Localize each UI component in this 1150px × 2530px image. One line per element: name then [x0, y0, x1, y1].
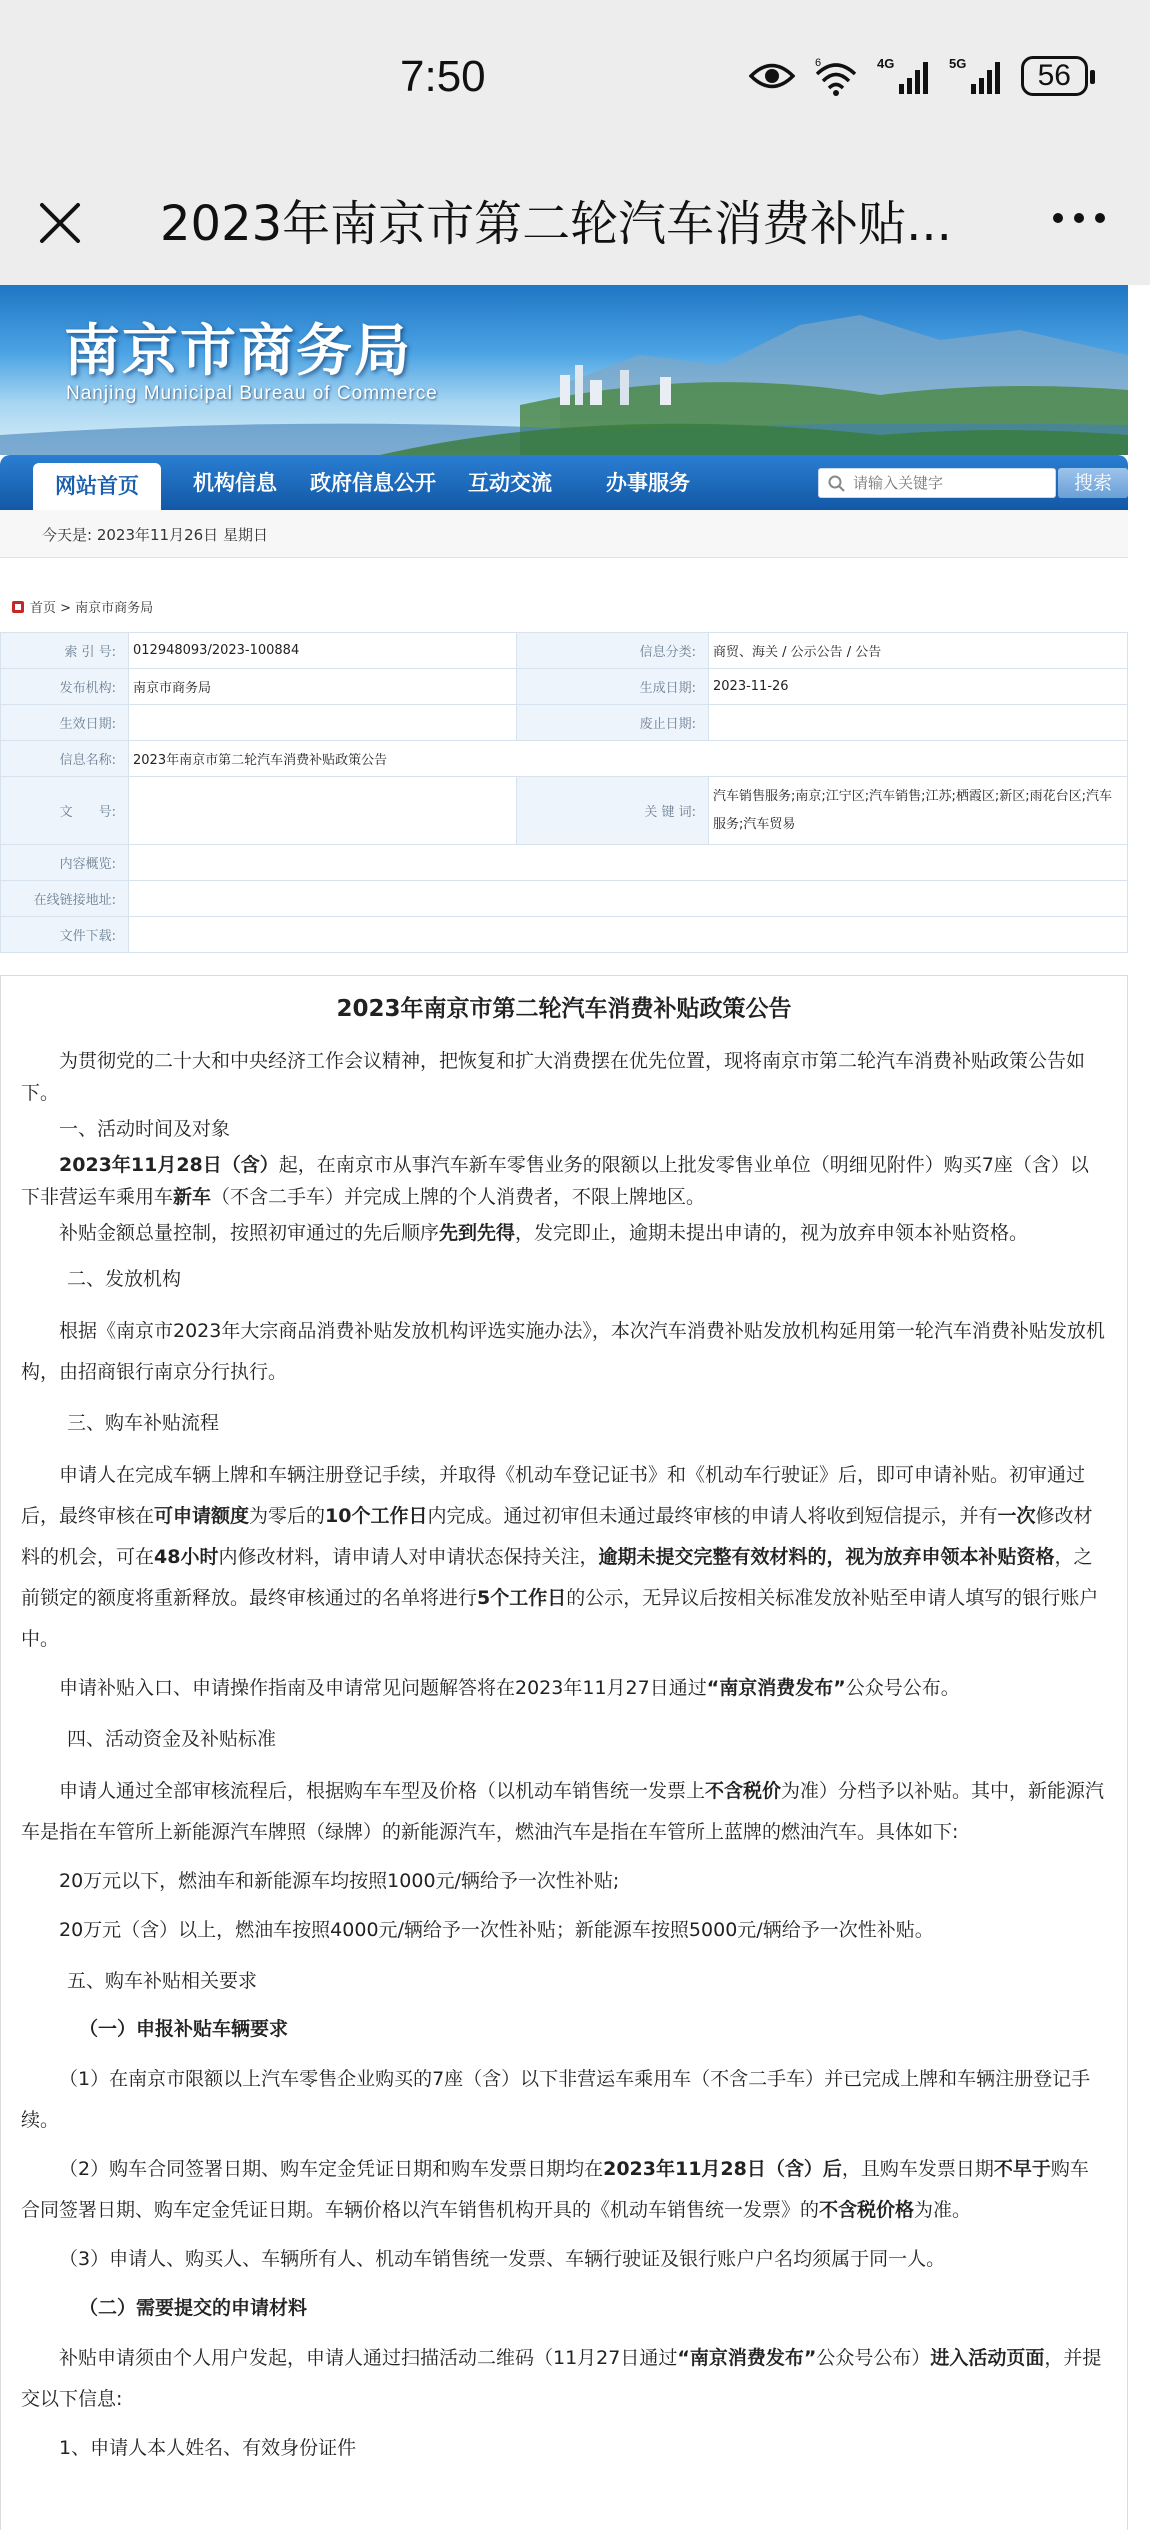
- text-span: 购车合同签署日期、购车定金凭证日期。车辆价格以汽车销售机构开具的《机动车销售统一发票》的: [21, 2158, 1089, 2221]
- article-body: [0, 975, 1128, 2530]
- nav-services[interactable]: 办事服务: [606, 471, 690, 495]
- search-icon: [827, 474, 847, 494]
- paragraph: 根据《南京市2023年大宗商品消费补贴发放机构评选实施办法》，本次汽车消费补贴发放机构延用第一轮汽车消费补贴发放机构，由招商银行南京分行执行。: [21, 1320, 1105, 1383]
- bold-text: 新车: [173, 1186, 212, 1208]
- text-span: 为准。: [914, 2199, 972, 2221]
- text-span: 公众号公布）: [816, 2347, 931, 2369]
- today-date: 今天是: 2023年11月26日 星期日: [42, 526, 268, 544]
- paragraph: 20万元以下，燃油车和新能源车均按照1000元/辆给予一次性补贴;: [59, 1870, 620, 1892]
- close-icon: [30, 193, 90, 253]
- search-box: [818, 468, 1056, 498]
- download-value: [129, 917, 1128, 953]
- text-span: 申请补贴入口、申请操作指南及申请常见问题解答将在2023年11月27日通过: [59, 1677, 707, 1699]
- paragraph: [21, 1668, 1107, 1709]
- bold-text: “南京消费发布”: [706, 1677, 846, 1699]
- section-heading: 一、活动时间及对象: [59, 1118, 231, 1140]
- section-heading: 四、活动资金及补贴标准: [67, 1728, 277, 1750]
- bold-text: 逾期未提交完整有效材料的，视为放弃申领本补贴资格: [598, 1546, 1055, 1568]
- paragraph: [21, 1771, 1107, 1853]
- link-label: 在线链接地址:: [1, 881, 129, 917]
- svg-text:4G: 4G: [876, 56, 894, 71]
- more-button[interactable]: [1053, 213, 1105, 223]
- index-value: 012948093/2023-100884: [129, 633, 517, 669]
- paragraph: [21, 2338, 1107, 2420]
- summary-value: [129, 845, 1128, 881]
- article-title: 2023年南京市第二轮汽车消费补贴政策公告: [336, 996, 792, 1022]
- category-value: 商贸、海关 / 公示公告 / 公告: [709, 633, 1128, 669]
- text-span: ，且购车发票日期: [841, 2158, 994, 2180]
- created-label: 生成日期:: [517, 669, 709, 705]
- text-span: 内修改材料，请申请人对申请状态保持关注，: [218, 1546, 599, 1568]
- main-nav: [0, 455, 1128, 510]
- created-value: 2023-11-26: [709, 669, 1128, 705]
- search-input[interactable]: [853, 471, 1048, 495]
- text-span: 内完成。通过初审但未通过最终审核的申请人将收到短信提示，并有: [427, 1505, 998, 1527]
- paragraph: 1、申请人本人姓名、有效身份证件: [59, 2437, 357, 2459]
- bold-text: 不含税价: [705, 1780, 782, 1802]
- bold-text: 2023年11月28日（含）: [59, 1154, 279, 1176]
- bold-text: 5个工作日: [477, 1587, 567, 1609]
- nav-interaction[interactable]: 互动交流: [468, 471, 552, 495]
- subsection-heading: （二）需要提交的申请材料: [79, 2297, 308, 2319]
- section-heading: 二、发放机构: [67, 1268, 182, 1290]
- text-span: 补贴金额总量控制，按照初审通过的先后顺序: [59, 1222, 440, 1244]
- name-label: 信息名称:: [1, 741, 129, 777]
- 4g-signal-icon: [877, 56, 931, 96]
- 5g-signal-icon: [949, 56, 1003, 96]
- effective-value: [129, 705, 517, 741]
- text-span: （不含二手车）并完成上牌的个人消费者，不限上牌地区。: [211, 1186, 706, 1208]
- text-span: 起，在南京市从事汽车新车零售业务的限额以上批发零售业单位（明细见附件）购买7座（含）以下非营运车乘用车: [21, 1154, 1089, 1208]
- intro-paragraph: 为贯彻党的二十大和中央经济工作会议精神，把恢复和扩大消费摆在优先位置，现将南京市第二轮汽车消费补贴政策公告如下。: [21, 1050, 1086, 1104]
- home-icon: [12, 601, 24, 613]
- paragraph: （1）在南京市限额以上汽车零售企业购买的7座（含）以下非营运车乘用车（不含二手车）并已完成上牌和车辆注册登记手续。: [21, 2068, 1091, 2131]
- text-span: ，之前锁定的额度将重新释放。最终审核通过的名单将进行: [21, 1546, 1093, 1609]
- category-label: 信息分类:: [517, 633, 709, 669]
- bold-text: 先到先得: [439, 1222, 516, 1244]
- bold-text: 10个工作日: [325, 1505, 428, 1527]
- text-span: 申请人通过全部审核流程后，根据购车车型及价格（以机动车销售统一发票上: [59, 1780, 706, 1802]
- download-label: 文件下载:: [1, 917, 129, 953]
- name-value: 2023年南京市第二轮汽车消费补贴政策公告: [129, 741, 1128, 777]
- nav-gov-info[interactable]: 政府信息公开: [310, 471, 436, 495]
- breadcrumb-text[interactable]: 首页 > 南京市商务局: [30, 601, 154, 616]
- date-bar: [0, 510, 1128, 558]
- text-span: ，发完即止，逾期未提出申请的，视为放弃申领本补贴资格。: [515, 1222, 1029, 1244]
- publisher-value: 南京市商务局: [129, 669, 517, 705]
- docno-label: 文 号:: [1, 777, 129, 845]
- table-row: [1, 741, 1128, 777]
- bold-text: 48小时: [154, 1546, 219, 1568]
- svg-text:5G: 5G: [948, 56, 966, 71]
- app-header: [0, 165, 1150, 285]
- paragraph: [21, 2149, 1107, 2231]
- table-row: [1, 881, 1128, 917]
- paragraph: [21, 1455, 1107, 1660]
- nav-organization[interactable]: 机构信息: [193, 471, 277, 495]
- close-button[interactable]: [30, 193, 90, 253]
- eye-icon: [749, 61, 795, 91]
- bold-text: 进入活动页面: [930, 2347, 1045, 2369]
- table-row: [1, 845, 1128, 881]
- text-span: ，并提交以下信息:: [21, 2347, 1102, 2410]
- nav-home[interactable]: 网站首页: [33, 463, 161, 510]
- site-banner: [0, 285, 1128, 455]
- info-table: [0, 632, 1128, 953]
- bold-text: 可申请额度: [154, 1505, 250, 1527]
- text-span: （2）购车合同签署日期、购车定金凭证日期和购车发票日期均在: [59, 2158, 604, 2180]
- more-dot: [1074, 213, 1084, 223]
- status-bar: [0, 0, 1150, 165]
- page-title: 2023年南京市第二轮汽车消费补贴...: [160, 196, 952, 252]
- svg-text:6: 6: [814, 57, 821, 69]
- link-value: [129, 881, 1128, 917]
- keywords-label: 关 键 词:: [517, 777, 709, 845]
- summary-label: 内容概览:: [1, 845, 129, 881]
- paragraph: [21, 1217, 1107, 1249]
- table-row: [1, 669, 1128, 705]
- bold-text: 2023年11月28日（含）后: [603, 2158, 842, 2180]
- status-time: 7:50: [400, 52, 486, 101]
- effective-label: 生效日期:: [1, 705, 129, 741]
- index-label: 索 引 号:: [1, 633, 129, 669]
- text-span: 的公示，无异议后按相关标准发放补贴至申请人填写的银行账户中。: [21, 1587, 1099, 1650]
- section-heading: 三、购车补贴流程: [67, 1412, 220, 1434]
- text-span: 申请人在完成车辆上牌和车辆注册登记手续，并取得《机动车登记证书》和《机动车行驶证》后，即可申请补贴。初审通过后，最终审核在: [21, 1464, 1086, 1527]
- table-row: [1, 917, 1128, 953]
- bold-text: 不含税价格: [819, 2199, 915, 2221]
- text-span: 修改材料的机会，可在: [21, 1505, 1093, 1568]
- battery-icon: [1021, 56, 1088, 96]
- table-row: [1, 777, 1128, 845]
- text-span: 公众号公布。: [845, 1677, 960, 1699]
- subsection-heading: （一）申报补贴车辆要求: [79, 2018, 289, 2040]
- breadcrumb: [12, 597, 153, 616]
- paragraph: 20万元（含）以上，燃油车按照4000元/辆给予一次性补贴；新能源车按照5000元/辆给予一次性补贴。: [59, 1919, 934, 1941]
- bold-text: 不早于: [993, 2158, 1051, 2180]
- text-span: 为零后的: [249, 1505, 326, 1527]
- text-span: 为准）分档予以补贴。其中，新能源汽车是指在车管所上新能源汽车牌照（绿牌）的新能源汽车，燃油汽车是指在车管所上蓝牌的燃油汽车。具体如下:: [21, 1780, 1105, 1843]
- site-name: 南京市商务局: [64, 318, 412, 384]
- docno-value: [129, 777, 517, 845]
- site-name-en: Nanjing Municipal Bureau of Commerce: [66, 383, 438, 404]
- more-icon: [1053, 213, 1063, 223]
- expiry-label: 废止日期:: [517, 705, 709, 741]
- table-row: [1, 705, 1128, 741]
- text-span: 补贴申请须由个人用户发起，申请人通过扫描活动二维码（11月27日通过: [59, 2347, 678, 2369]
- bold-text: 一次: [997, 1505, 1036, 1527]
- table-row: [1, 633, 1128, 669]
- bold-text: “南京消费发布”: [677, 2347, 817, 2369]
- expiry-value: [709, 705, 1128, 741]
- paragraph: [21, 1149, 1107, 1213]
- battery-level: 56: [1037, 59, 1071, 92]
- paragraph: （3）申请人、购买人、车辆所有人、机动车销售统一发票、车辆行驶证及银行账户户名均须属于同一人。: [59, 2248, 946, 2270]
- wifi-6-icon: [813, 56, 859, 96]
- publisher-label: 发布机构:: [1, 669, 129, 705]
- section-heading: 五、购车补贴相关要求: [67, 1970, 258, 1992]
- keywords-value: 汽车销售服务;南京;江宁区;汽车销售;江苏;栖霞区;新区;雨花台区;汽车服务;汽车贸易: [709, 777, 1128, 845]
- search-button[interactable]: 搜索: [1058, 468, 1128, 498]
- more-dot: [1095, 213, 1105, 223]
- status-icons: [749, 56, 1088, 96]
